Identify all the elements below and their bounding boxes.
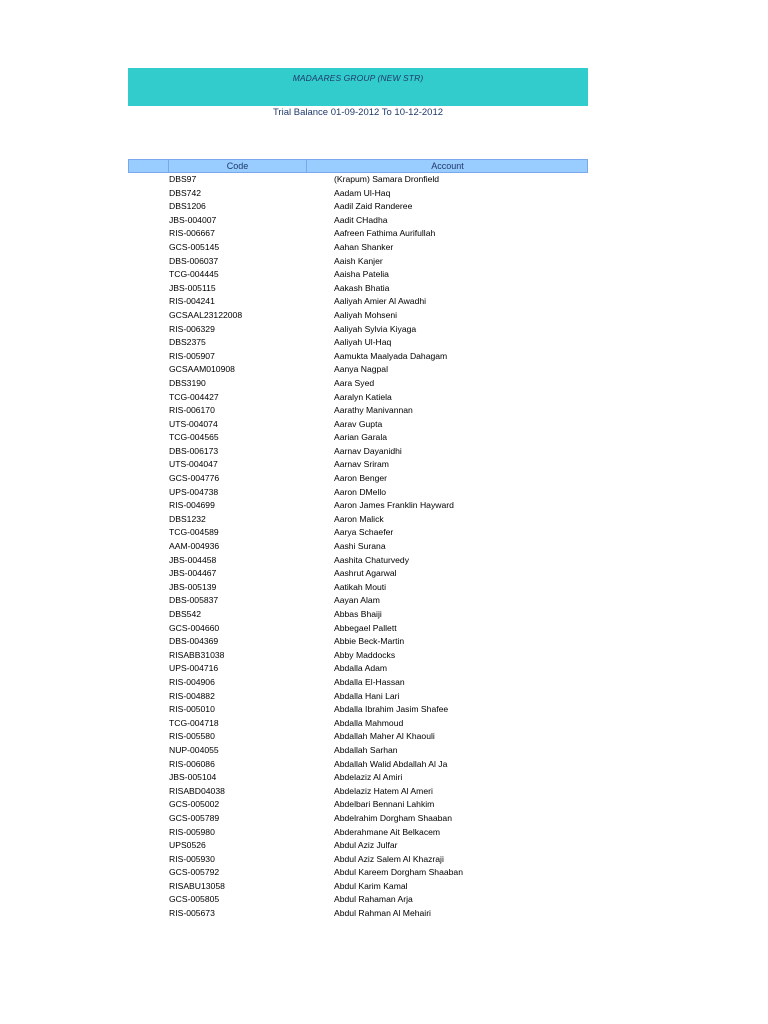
table-row bbox=[128, 255, 588, 269]
account-code: DBS742 bbox=[169, 187, 202, 198]
account-code: GCS-004776 bbox=[169, 473, 220, 484]
account-name: Abdul Aziz Salem Al Khazraji bbox=[334, 853, 444, 864]
account-name: Abdallah Walid Abdallah Al Ja bbox=[334, 758, 448, 769]
table-row bbox=[128, 526, 588, 540]
table-row bbox=[128, 839, 588, 853]
account-name: Aayan Alam bbox=[334, 595, 380, 606]
account-name: Aarian Garala bbox=[334, 432, 388, 443]
account-code: RISABB31038 bbox=[169, 649, 225, 660]
account-name: Abdelaziz Hatem Al Ameri bbox=[334, 785, 433, 796]
account-name: Aaliyah Sylvia Kiyaga bbox=[334, 323, 417, 334]
account-name: Aaralyn Katiela bbox=[334, 391, 392, 402]
table-row bbox=[128, 853, 588, 867]
account-name: Abbas Bhaiji bbox=[334, 609, 382, 619]
account-code: DBS542 bbox=[169, 609, 202, 619]
table-row bbox=[128, 513, 588, 527]
table-row bbox=[128, 350, 588, 364]
account-code: GCS-005805 bbox=[169, 894, 220, 905]
account-name: Aarnav Sriram bbox=[334, 459, 389, 470]
account-code: DBS-006037 bbox=[169, 255, 219, 266]
table-row bbox=[128, 758, 588, 772]
table-row bbox=[128, 309, 588, 323]
table-row bbox=[128, 798, 588, 812]
account-name: Abdul Kareem Dorgham Shaaban bbox=[334, 867, 463, 878]
account-code: UTS-004047 bbox=[169, 459, 218, 470]
account-code: DBS-005837 bbox=[169, 595, 219, 606]
account-name: Abbegael Pallett bbox=[334, 622, 397, 633]
account-code: RIS-005980 bbox=[169, 826, 215, 837]
account-name: Abdul Rahman Al Mehairi bbox=[334, 908, 431, 919]
table-row bbox=[128, 866, 588, 880]
account-code: JBS-004458 bbox=[169, 554, 217, 565]
account-name: Aanya Nagpal bbox=[334, 364, 388, 375]
account-name: Abdelbari Bennani Lahkim bbox=[334, 799, 435, 810]
account-code: RIS-006329 bbox=[169, 323, 215, 334]
account-name: Abdallah Sarhan bbox=[334, 744, 398, 755]
column-header-code[interactable]: Code bbox=[168, 160, 306, 172]
table-row bbox=[128, 472, 588, 486]
account-code: GCS-005789 bbox=[169, 812, 220, 823]
table-row bbox=[128, 907, 588, 921]
account-code: RIS-005010 bbox=[169, 704, 215, 715]
table-row bbox=[128, 200, 588, 214]
account-name: Abbie Beck-Martin bbox=[334, 636, 405, 647]
account-code: TCG-004427 bbox=[169, 391, 219, 402]
account-name: Abdalla El-Hassan bbox=[334, 676, 405, 687]
account-code: JBS-005104 bbox=[169, 772, 217, 783]
report-subtitle: Trial Balance 01-09-2012 To 10-12-2012 bbox=[272, 107, 444, 118]
account-name: Aashita Chaturvedy bbox=[334, 554, 409, 565]
table-row bbox=[128, 241, 588, 255]
account-name: Aahan Shanker bbox=[334, 241, 394, 252]
account-name: Abdalla Ibrahim Jasim Shafee bbox=[334, 704, 449, 715]
table-row bbox=[128, 703, 588, 717]
table-row bbox=[128, 227, 588, 241]
account-code: GCS-004660 bbox=[169, 622, 220, 633]
table-row bbox=[128, 336, 588, 350]
account-code: RIS-005907 bbox=[169, 350, 215, 361]
account-name: Aaron Malick bbox=[334, 513, 384, 524]
account-code: AAM-004936 bbox=[169, 541, 220, 552]
company-title: MADAARES GROUP (NEW STR) bbox=[292, 73, 424, 83]
account-code: RIS-004882 bbox=[169, 690, 215, 701]
account-code: TCG-004589 bbox=[169, 527, 219, 538]
account-name: Aaron DMello bbox=[334, 486, 387, 497]
table-row bbox=[128, 391, 588, 405]
table-row bbox=[128, 540, 588, 554]
table-row bbox=[128, 826, 588, 840]
account-code: DBS-004369 bbox=[169, 636, 219, 647]
account-name: Aara Syed bbox=[334, 377, 375, 388]
table-row bbox=[128, 214, 588, 228]
account-code: GCSAAM010908 bbox=[169, 364, 235, 375]
table-row bbox=[128, 404, 588, 418]
table-row bbox=[128, 323, 588, 337]
account-name: Abdalla Adam bbox=[334, 663, 388, 674]
account-name: Aaliyah Ul-Haq bbox=[334, 337, 392, 348]
account-code: RISABU13058 bbox=[169, 880, 225, 891]
account-name: Abdul Karim Kamal bbox=[334, 880, 408, 891]
table-row bbox=[128, 581, 588, 595]
account-list bbox=[128, 173, 588, 921]
report-banner bbox=[128, 68, 588, 106]
account-name: Aadit CHadha bbox=[334, 214, 388, 225]
table-row bbox=[128, 730, 588, 744]
account-code: GCSAAL23122008 bbox=[169, 309, 243, 320]
account-code: RISABD04038 bbox=[169, 785, 225, 796]
account-name: Aadam Ul-Haq bbox=[334, 187, 391, 198]
table-row bbox=[128, 282, 588, 296]
table-row bbox=[128, 744, 588, 758]
account-name: Abdallah Maher Al Khaouli bbox=[334, 731, 435, 742]
account-name: Aatikah Mouti bbox=[334, 581, 387, 592]
table-row bbox=[128, 690, 588, 704]
column-header-account[interactable]: Account bbox=[306, 160, 588, 172]
account-name: Abdelaziz Al Amiri bbox=[334, 772, 403, 783]
table-row bbox=[128, 445, 588, 459]
account-name: Abdalla Mahmoud bbox=[334, 717, 404, 728]
account-code: UPS-004716 bbox=[169, 663, 219, 674]
account-name: Abdelrahim Dorgham Shaaban bbox=[334, 812, 452, 823]
account-name: Aadil Zaid Randeree bbox=[334, 201, 413, 212]
account-code: RIS-005580 bbox=[169, 731, 215, 742]
table-row bbox=[128, 499, 588, 513]
account-name: Aaisha Patelia bbox=[334, 269, 389, 280]
account-name: Abderahmane Ait Belkacem bbox=[334, 826, 441, 837]
account-name: Aaron Benger bbox=[334, 473, 388, 484]
account-name: Aarav Gupta bbox=[334, 418, 383, 429]
account-name: Abby Maddocks bbox=[334, 649, 396, 660]
account-code: GCS-005002 bbox=[169, 799, 220, 810]
table-row bbox=[128, 771, 588, 785]
account-name: (Krapum) Samara Dronfield bbox=[334, 174, 440, 184]
account-code: UTS-004074 bbox=[169, 418, 218, 429]
table-row bbox=[128, 622, 588, 636]
table-row bbox=[128, 812, 588, 826]
account-code: RIS-005930 bbox=[169, 853, 215, 864]
account-name: Abdalla Hani Lari bbox=[334, 690, 400, 701]
account-code: DBS2375 bbox=[169, 337, 206, 348]
table-row bbox=[128, 594, 588, 608]
account-code: RIS-006086 bbox=[169, 758, 215, 769]
account-code: RIS-006170 bbox=[169, 405, 215, 416]
account-name: Abdul Rahaman Arja bbox=[334, 894, 413, 905]
table-row bbox=[128, 431, 588, 445]
account-code: JBS-005115 bbox=[169, 282, 216, 293]
account-code: DBS1232 bbox=[169, 513, 206, 524]
account-code: DBS1206 bbox=[169, 201, 206, 212]
account-name: Aakash Bhatia bbox=[334, 282, 390, 293]
table-row bbox=[128, 635, 588, 649]
account-code: TCG-004565 bbox=[169, 432, 219, 443]
table-row bbox=[128, 554, 588, 568]
table-row bbox=[128, 785, 588, 799]
account-code: DBS97 bbox=[169, 174, 197, 184]
table-row bbox=[128, 458, 588, 472]
account-name: Aaron James Franklin Hayward bbox=[334, 500, 454, 511]
table-row bbox=[128, 717, 588, 731]
table-row bbox=[128, 893, 588, 907]
account-code: RIS-004241 bbox=[169, 296, 215, 307]
table-row bbox=[128, 662, 588, 676]
account-name: Abdul Aziz Julfar bbox=[334, 840, 398, 851]
account-code: UPS-004738 bbox=[169, 486, 219, 497]
account-code: UPS0526 bbox=[169, 840, 206, 851]
table-row bbox=[128, 649, 588, 663]
table-row bbox=[128, 486, 588, 500]
account-code: GCS-005145 bbox=[169, 241, 220, 252]
account-code: JBS-004467 bbox=[169, 568, 217, 579]
account-name: Aashrut Agarwal bbox=[334, 568, 397, 579]
account-name: Aafreen Fathima Aurifullah bbox=[334, 228, 436, 239]
table-header bbox=[128, 159, 588, 173]
account-code: JBS-005139 bbox=[169, 581, 217, 592]
account-name: Aashi Surana bbox=[334, 541, 386, 552]
account-name: Aarya Schaefer bbox=[334, 527, 394, 538]
account-name: Aaliyah Amier Al Awadhi bbox=[334, 296, 427, 307]
table-row bbox=[128, 295, 588, 309]
table-row bbox=[128, 676, 588, 690]
account-code: NUP-004055 bbox=[169, 744, 219, 755]
account-code: GCS-005792 bbox=[169, 867, 220, 878]
account-name: Aaliyah Mohseni bbox=[334, 309, 398, 320]
table-row bbox=[128, 880, 588, 894]
account-code: RIS-005673 bbox=[169, 908, 215, 919]
table-row bbox=[128, 567, 588, 581]
account-code: DBS3190 bbox=[169, 377, 206, 388]
account-name: Aarnav Dayanidhi bbox=[334, 445, 402, 456]
account-code: TCG-004445 bbox=[169, 269, 219, 280]
account-code: RIS-004699 bbox=[169, 500, 215, 511]
account-name: Aarathy Manivannan bbox=[334, 405, 413, 416]
table-row bbox=[128, 173, 588, 187]
account-code: TCG-004718 bbox=[169, 717, 219, 728]
table-row bbox=[128, 377, 588, 391]
account-code: RIS-006667 bbox=[169, 228, 215, 239]
account-name: Aaish Kanjer bbox=[334, 255, 383, 266]
account-code: DBS-006173 bbox=[169, 445, 219, 456]
table-row bbox=[128, 187, 588, 201]
table-row bbox=[128, 268, 588, 282]
account-name: Aamukta Maalyada Dahagam bbox=[334, 350, 448, 361]
table-row bbox=[128, 363, 588, 377]
account-code: JBS-004007 bbox=[169, 214, 217, 225]
table-row bbox=[128, 608, 588, 622]
table-row bbox=[128, 418, 588, 432]
account-code: RIS-004906 bbox=[169, 676, 215, 687]
